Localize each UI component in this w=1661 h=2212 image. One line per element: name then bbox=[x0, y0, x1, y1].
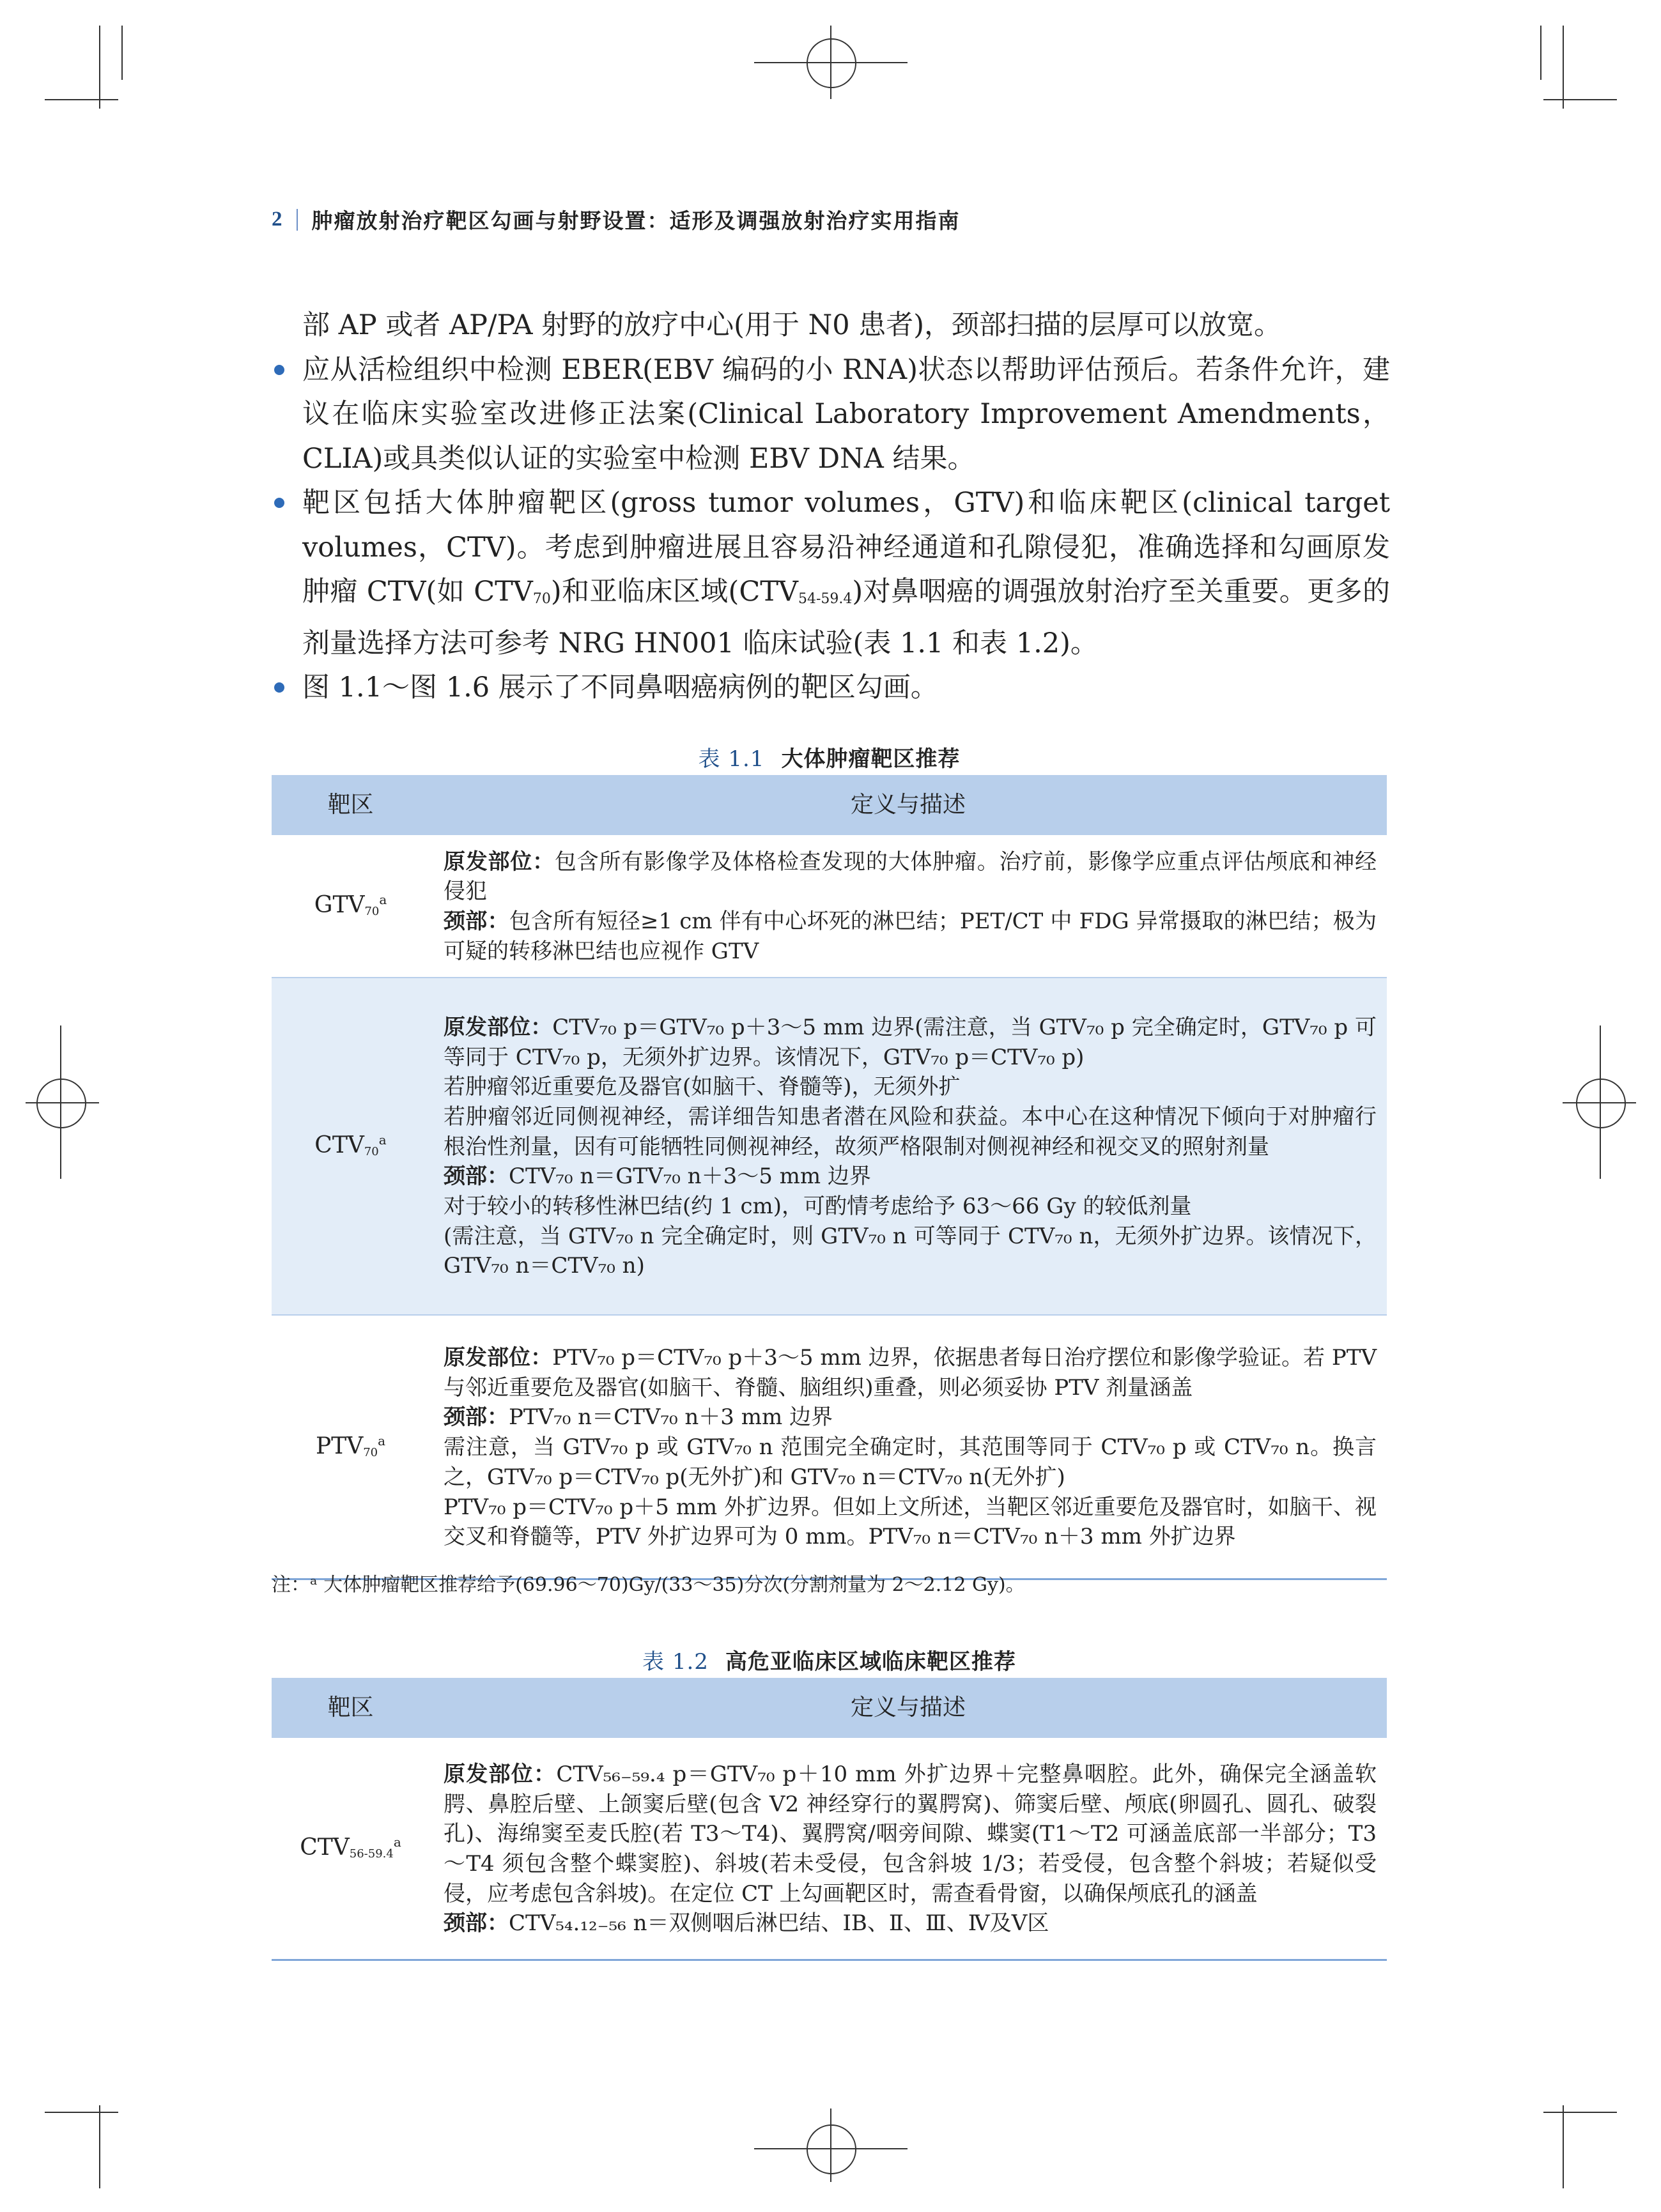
table-header-row bbox=[272, 775, 1387, 835]
desc-text: CTV₅₆₋₅₉.₄ p＝GTV₇₀ p＋10 mm 外扩边界＋完整鼻咽腔。此外，确保完全涵盖软腭、鼻腔后壁、上颌窦后壁(包含 V2 神经穿行的翼腭窝)、筛窦后壁、颅底(卵圆孔、圆孔、破裂孔)、海绵窦至麦氏腔(若 T3～T4)、翼腭窝/咽旁间隙、蝶窦(T1～T2 可涵盖底部一半部分；T3～T4 须包含整个蝶窦腔)、斜坡(若未受侵，包含斜坡 1/3；若受侵，包含整个斜坡；若疑似受侵，应考虑包含斜坡)。在定位 CT 上勾画靶区时，需查看骨窗，以确保颅底孔的涵盖 bbox=[444, 1761, 1377, 1907]
registration-line bbox=[60, 1025, 61, 1179]
target-cell bbox=[272, 1738, 429, 1960]
table-caption: 高危亚临床区域临床靶区推荐 bbox=[725, 1649, 1016, 1675]
desc-line bbox=[444, 1909, 1377, 1939]
target-name: CTV bbox=[300, 1834, 350, 1861]
table-label: 表 1.1 bbox=[698, 746, 765, 772]
footnote-marker: a bbox=[393, 1834, 401, 1850]
target-name: CTV bbox=[314, 1132, 364, 1159]
table-row bbox=[272, 978, 1387, 1315]
running-head bbox=[272, 204, 961, 234]
registration-line bbox=[830, 26, 831, 99]
table-1-2-title bbox=[272, 1644, 1387, 1675]
target-subscript: 70 bbox=[364, 905, 380, 919]
desc-line bbox=[444, 1222, 1377, 1281]
desc-text: 包含所有影像学及体格检查发现的大体肿瘤。治疗前，影像学应重点评估颅底和神经侵犯 bbox=[444, 849, 1377, 905]
bullet-figures: 图 1.1～图 1.6 展示了不同鼻咽癌病例的靶区勾画。 bbox=[272, 666, 1390, 710]
page-number: 2 bbox=[272, 208, 282, 231]
desc-line bbox=[444, 1192, 1377, 1222]
crop-mark bbox=[45, 99, 118, 100]
text-run: 靶区包括大体肿瘤靶区(gross tumor volumes，GTV)和临床靶区(clinical target volumes，CTV)。考虑到肿瘤进展且容易沿神经通道和孔隙侵犯，准确选择和勾画原发肿瘤 CTV(如 CTV bbox=[302, 487, 1390, 608]
text-run: )和亚临床区域(CTV bbox=[550, 576, 798, 608]
table-1-1 bbox=[272, 775, 1387, 1580]
desc-line bbox=[444, 847, 1377, 907]
crop-mark bbox=[1563, 26, 1564, 109]
desc-text: 若肿瘤邻近同侧视神经，需详细告知患者潜在风险和获益。本中心在这种情况下倾向于对肿瘤行根治性剂量，因有可能牺牲同侧视神经，故须严格限制对侧视神经和视交叉的照射剂量 bbox=[444, 1103, 1377, 1160]
desc-label: 颈部： bbox=[444, 909, 509, 934]
book-title: 肿瘤放射治疗靶区勾画与射野设置：适形及调强放射治疗实用指南 bbox=[311, 208, 961, 233]
desc-text: (需注意，当 GTV₇₀ n 完全确定时，则 GTV₇₀ n 可等同于 CTV₇₀ n，无须外扩边界。该情况下，GTV₇₀ n＝CTV₇₀ n) bbox=[444, 1223, 1377, 1279]
crop-mark bbox=[99, 2105, 100, 2188]
desc-line bbox=[444, 1432, 1377, 1492]
target-name: GTV bbox=[314, 892, 365, 919]
table-label: 表 1.2 bbox=[642, 1649, 709, 1675]
crop-mark bbox=[99, 26, 100, 109]
desc-text: PTV₇₀ p＝CTV₇₀ p＋3～5 mm 边界，依据患者每日治疗摆位和影像学验证。若 PTV 与邻近重要危及器官(如脑干、脊髓、脑组织)重叠，则必须妥协 PTV 剂量涵盖 bbox=[444, 1345, 1377, 1401]
description-cell bbox=[429, 835, 1387, 978]
desc-label: 原发部位： bbox=[444, 1761, 557, 1787]
desc-text: CTV₇₀ p＝GTV₇₀ p＋3～5 mm 边界(需注意，当 GTV₇₀ p 完全确定时，GTV₇₀ p 可等同于 CTV₇₀ p，无须外扩边界。该情况下，GTV₇₀ p＝CTV₇₀ p) bbox=[444, 1014, 1377, 1070]
paragraph-continuation: 部 AP 或者 AP/PA 射野的放疗中心(用于 N0 患者)，颈部扫描的层厚可以放宽。 bbox=[302, 309, 1282, 341]
table-1-2 bbox=[272, 1678, 1387, 1961]
crop-mark bbox=[45, 2112, 118, 2113]
registration-mark-right bbox=[1576, 1079, 1626, 1128]
desc-label: 颈部： bbox=[444, 1404, 509, 1431]
table-1-1-title bbox=[272, 741, 1387, 772]
table-header-row bbox=[272, 1678, 1387, 1738]
target-cell bbox=[272, 1315, 429, 1579]
registration-mark-left bbox=[36, 1079, 86, 1128]
crop-mark bbox=[1543, 2112, 1617, 2113]
target-subscript: 70 bbox=[363, 1445, 378, 1459]
desc-line bbox=[444, 1402, 1377, 1432]
desc-label: 原发部位： bbox=[444, 849, 555, 875]
column-header-description: 定义与描述 bbox=[429, 1678, 1387, 1738]
desc-line bbox=[444, 1013, 1377, 1072]
registration-line bbox=[830, 2108, 831, 2182]
bullet-target-volumes bbox=[272, 481, 1390, 666]
column-header-target: 靶区 bbox=[272, 775, 429, 835]
registration-line bbox=[26, 1102, 99, 1103]
registration-mark-top bbox=[807, 38, 856, 88]
table-row bbox=[272, 1738, 1387, 1960]
body-text bbox=[272, 303, 1390, 710]
description-cell bbox=[429, 978, 1387, 1315]
target-subscript: 56-59.4 bbox=[349, 1847, 394, 1861]
text-run: )对鼻咽癌的调强放射治疗至关重要。更多的剂量选择方法可参考 NRG HN001 临床试验(表 1.1 和表 1.2)。 bbox=[302, 576, 1390, 659]
table-row bbox=[272, 835, 1387, 978]
desc-text: PTV₇₀ p＝CTV₇₀ p＋5 mm 外扩边界。但如上文所述，当靶区邻近重要危及器官时，如脑干、视交叉和脊髓等，PTV 外扩边界可为 0 mm。PTV₇₀ n＝CTV₇₀ n＋3 mm 外扩边界 bbox=[444, 1494, 1377, 1550]
desc-text: 对于较小的转移性淋巴结(约 1 cm)，可酌情考虑给予 63～66 Gy 的较低剂量 bbox=[444, 1194, 1192, 1220]
crop-mark bbox=[1543, 99, 1617, 100]
description-cell bbox=[429, 1315, 1387, 1579]
desc-text: 若肿瘤邻近重要危及器官(如脑干、脊髓等)，无须外扩 bbox=[444, 1074, 961, 1100]
table-row bbox=[272, 1315, 1387, 1579]
footnote-marker: a bbox=[378, 1432, 386, 1448]
desc-text: CTV₇₀ n＝GTV₇₀ n＋3～5 mm 边界 bbox=[509, 1164, 871, 1190]
target-name: PTV bbox=[315, 1432, 364, 1459]
description-cell bbox=[429, 1738, 1387, 1960]
table-note: 注：ᵃ 大体肿瘤靶区推荐给予(69.96～70)Gy/(33～35)分次(分割剂量为 2～2.12 Gy)。 bbox=[272, 1574, 1025, 1596]
desc-label: 原发部位： bbox=[444, 1014, 553, 1040]
desc-line bbox=[444, 1343, 1377, 1402]
footnote-marker: a bbox=[379, 892, 387, 908]
desc-line bbox=[444, 1760, 1377, 1909]
header-divider bbox=[297, 209, 298, 231]
crop-mark bbox=[1540, 26, 1541, 80]
subscript: 54-59.4 bbox=[798, 591, 853, 607]
subscript: 70 bbox=[532, 591, 551, 607]
column-header-target: 靶区 bbox=[272, 1678, 429, 1738]
desc-label: 原发部位： bbox=[444, 1345, 553, 1371]
desc-label: 颈部： bbox=[444, 1164, 509, 1190]
registration-line bbox=[1600, 1025, 1601, 1179]
crop-mark bbox=[1563, 2105, 1564, 2188]
desc-text: 包含所有短径≥1 cm 伴有中心坏死的淋巴结；PET/CT 中 FDG 异常摄取的淋巴结；极为可疑的转移淋巴结也应视作 GTV bbox=[444, 909, 1377, 964]
target-cell bbox=[272, 978, 429, 1315]
target-cell bbox=[272, 835, 429, 978]
footnote-marker: a bbox=[378, 1132, 387, 1148]
registration-mark-bottom bbox=[807, 2124, 856, 2174]
desc-text: CTV₅₄.₁₂₋₅₆ n＝双侧咽后淋巴结、ⅠB、Ⅱ、Ⅲ、Ⅳ及Ⅴ区 bbox=[509, 1910, 1049, 1937]
desc-line bbox=[444, 1102, 1377, 1162]
desc-label: 颈部： bbox=[444, 1910, 509, 1937]
target-subscript: 70 bbox=[364, 1145, 379, 1159]
table-caption: 大体肿瘤靶区推荐 bbox=[781, 746, 961, 772]
column-header-description: 定义与描述 bbox=[429, 775, 1387, 835]
desc-line bbox=[444, 1162, 1377, 1192]
desc-line bbox=[444, 1072, 1377, 1102]
desc-text: 需注意，当 GTV₇₀ p 或 GTV₇₀ n 范围完全确定时，其范围等同于 CTV₇₀ p 或 CTV₇₀ n。换言之，GTV₇₀ p＝CTV₇₀ p(无外扩)和 GTV₇₀ n＝CTV₇₀ n(无外扩) bbox=[444, 1434, 1377, 1490]
crop-mark bbox=[121, 26, 123, 80]
desc-line bbox=[444, 1493, 1377, 1552]
bullet-eber: 应从活检组织中检测 EBER(EBV 编码的小 RNA)状态以帮助评估预后。若条件允许，建议在临床实验室改进修正法案(Clinical Laboratory Improvement Amendments，CLIA)或具类似认证的实验室中检测 EBV DNA 结果。 bbox=[272, 348, 1390, 482]
desc-text: PTV₇₀ n＝CTV₇₀ n＋3 mm 边界 bbox=[509, 1404, 833, 1431]
desc-line bbox=[444, 907, 1377, 966]
